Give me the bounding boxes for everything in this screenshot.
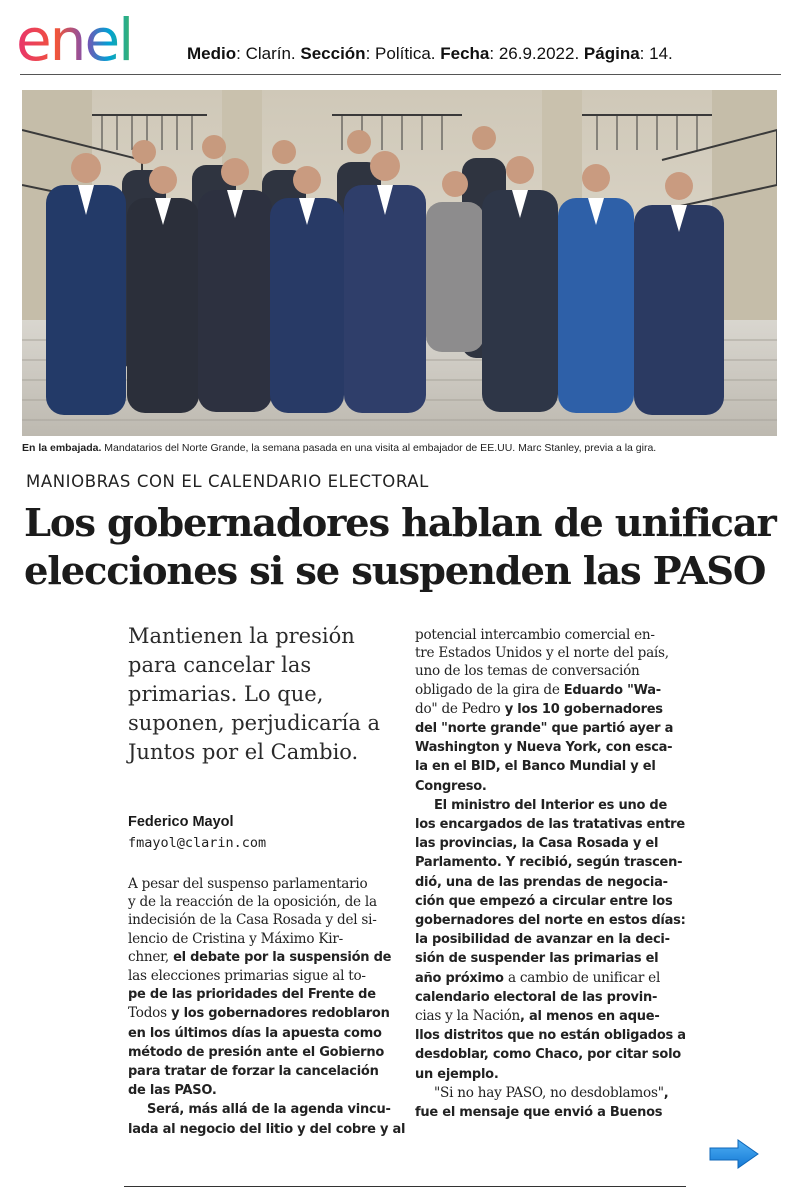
body-bold-segment: calendario electoral de las provin-	[415, 989, 658, 1005]
body-bold-segment: el debate por la suspensión de	[173, 949, 392, 965]
headline-line: elecciones si se suspenden las PASO	[24, 549, 766, 594]
news-photo	[22, 90, 777, 436]
caption-text: Mandatarios del Norte Grande, la semana pasada en una visita al embajador de EE.UU. Marc Stanley, previa a la gira.	[101, 442, 657, 454]
body-bold-segment: gobernadores del norte en estos días:	[415, 913, 686, 929]
body-column-left	[128, 875, 406, 1139]
body-line	[415, 1045, 683, 1064]
body-bold-segment: sión de suspender las primarias el	[415, 951, 659, 967]
body-segment: indecisión de la Casa Rosada y del si-	[128, 912, 377, 929]
body-bold-segment: Será, más allá de la agenda vincu-	[128, 1102, 391, 1118]
body-bold-segment	[415, 1086, 434, 1101]
body-line	[415, 815, 683, 834]
body-segment: uno de los temas de conversación	[415, 663, 640, 680]
body-line	[128, 911, 390, 929]
deck-line: para cancelar las	[128, 653, 312, 677]
body-line	[415, 1007, 683, 1026]
body-segment: tre Estados Unidos y el norte del país,	[415, 645, 669, 662]
body-line	[128, 1024, 390, 1043]
deck-line: Juntos por el Cambio.	[128, 740, 359, 764]
body-column-right	[415, 626, 686, 1122]
body-bold-segment: Parlamento. Y recibió, según trascen-	[415, 855, 683, 871]
body-line	[415, 1103, 683, 1122]
fecha-label: Fecha	[440, 44, 490, 63]
body-bold-segment: y los 10 gobernadores	[500, 701, 663, 717]
body-line	[415, 662, 683, 680]
body-bold-segment: en los últimos días la apuesta como	[128, 1025, 382, 1041]
body-segment: do" de Pedro	[415, 700, 501, 717]
body-line	[415, 626, 683, 644]
body-line	[128, 948, 390, 967]
body-bold-segment: lada al negocio del litio y del cobre y al	[128, 1121, 406, 1137]
body-bold-segment: para tratar de forzar la cancelación	[128, 1064, 379, 1080]
body-segment: a cambio de unificar el	[507, 969, 661, 986]
body-line	[128, 930, 390, 948]
body-line	[415, 777, 683, 796]
body-segment: A pesar del suspenso parlamentario	[128, 876, 368, 892]
body-line	[415, 988, 683, 1007]
logo-text: enel	[16, 10, 133, 66]
body-line	[415, 1065, 683, 1084]
body-line	[128, 1004, 390, 1023]
enel-logo	[16, 10, 171, 66]
body-line	[128, 985, 390, 1004]
body-segment: lencio de Cristina y Máximo Kir-	[128, 930, 343, 947]
body-bold-segment: Congreso.	[415, 778, 487, 794]
body-line	[415, 873, 683, 892]
body-bold-segment: de las PASO.	[128, 1083, 217, 1099]
body-bold-segment: ción que empezó a circular entre los	[415, 893, 673, 909]
body-bold-segment: fue el mensaje que envió a Buenos	[415, 1105, 663, 1121]
body-line	[415, 834, 683, 853]
deck-line: Mantienen la presión	[128, 624, 355, 648]
caption-lead: En la embajada.	[22, 442, 102, 454]
author-email[interactable]: fmayol@clarin.com	[128, 835, 267, 851]
body-line	[415, 969, 683, 988]
source-meta: Medio: Clarín. Sección: Política. Fecha: 26.9.2022. Página: 14.	[187, 44, 673, 63]
body-segment: "Si no hay PASO, no desdoblamos"	[434, 1084, 664, 1101]
header-divider	[20, 74, 781, 75]
body-bold-segment: llos distritos que no están obligados a	[415, 1028, 686, 1044]
author-name: Federico Mayol	[128, 814, 234, 830]
body-bold-segment: , al menos en aque-	[520, 1009, 660, 1025]
fecha-value: 26.9.2022	[498, 44, 575, 63]
body-bold-segment: desdoblar, como Chaco, por citar solo	[415, 1047, 681, 1063]
body-line	[415, 719, 683, 738]
body-segment: Todos	[128, 1005, 167, 1022]
body-segment: potencial intercambio comercial en-	[415, 627, 655, 643]
body-bold-segment: las provincias, la Casa Rosada y el	[415, 836, 659, 852]
deck-line: suponen, perjudicaría a	[128, 711, 381, 735]
body-segment: cias y la Nación	[415, 1008, 521, 1025]
body-line	[128, 967, 390, 985]
body-segment: las elecciones primarias sigue al to-	[128, 968, 366, 985]
body-line	[128, 1100, 390, 1119]
body-line	[128, 1043, 390, 1062]
photo-caption	[22, 442, 782, 454]
body-segment: obligado de la gira de	[415, 681, 564, 698]
body-bold-segment: pe de las prioridades del Frente de	[128, 987, 376, 1003]
seccion-value: Política	[375, 44, 431, 63]
body-line	[415, 930, 683, 949]
body-line	[415, 738, 683, 757]
body-line	[128, 1081, 390, 1100]
body-line	[128, 1120, 406, 1139]
body-segment: y de la reacción de la oposición, de la	[128, 894, 377, 911]
body-bold-segment: método de presión ante el Gobierno	[128, 1044, 385, 1060]
body-line	[128, 1062, 390, 1081]
headline-line: Los gobernadores hablan de unificar	[24, 501, 776, 546]
body-line	[415, 853, 683, 872]
body-bold-segment: un ejemplo.	[415, 1066, 499, 1082]
medio-value: Clarín	[245, 44, 291, 63]
seccion-label: Sección	[300, 44, 366, 63]
body-segment: chner,	[128, 948, 174, 965]
body-bold-segment: del "norte grande" que partió ayer a	[415, 721, 674, 737]
body-line	[415, 757, 683, 776]
body-bold-segment: ,	[663, 1085, 669, 1101]
body-line	[415, 644, 683, 662]
pagina-label: Página	[583, 44, 640, 63]
deck-line: primarias. Lo que,	[128, 682, 324, 706]
body-bold-segment: la en el BID, el Banco Mundial y el	[415, 759, 656, 775]
article-deck	[128, 622, 388, 767]
pagina-value: 14	[649, 44, 669, 63]
body-bold-segment: dió, una de las prendas de negocia-	[415, 874, 668, 890]
body-line	[128, 893, 390, 911]
article-kicker: MANIOBRAS CON EL CALENDARIO ELECTORAL	[26, 472, 429, 491]
body-line	[415, 911, 686, 930]
body-line	[415, 892, 683, 911]
body-bold-segment: los encargados de las tratativas entre	[415, 817, 685, 833]
body-bold-segment: año próximo	[415, 970, 508, 986]
body-bold-segment: Eduardo "Wa-	[563, 682, 661, 698]
body-line	[415, 949, 683, 968]
body-line	[128, 875, 390, 893]
article-headline	[24, 500, 784, 596]
body-bold-segment: El ministro del Interior es uno de	[415, 797, 668, 813]
body-bold-segment: Washington y Nueva York, con esca-	[415, 740, 673, 756]
body-line	[415, 681, 683, 700]
body-line	[415, 700, 683, 719]
body-line	[415, 1026, 686, 1045]
footer-divider	[124, 1186, 686, 1187]
medio-label: Medio	[187, 44, 237, 63]
body-line	[415, 1084, 683, 1103]
continue-arrow-icon[interactable]	[708, 1138, 760, 1170]
body-line	[415, 796, 683, 815]
body-bold-segment: la posibilidad de avanzar en la deci-	[415, 932, 670, 948]
body-bold-segment: y los gobernadores redoblaron	[166, 1006, 390, 1022]
